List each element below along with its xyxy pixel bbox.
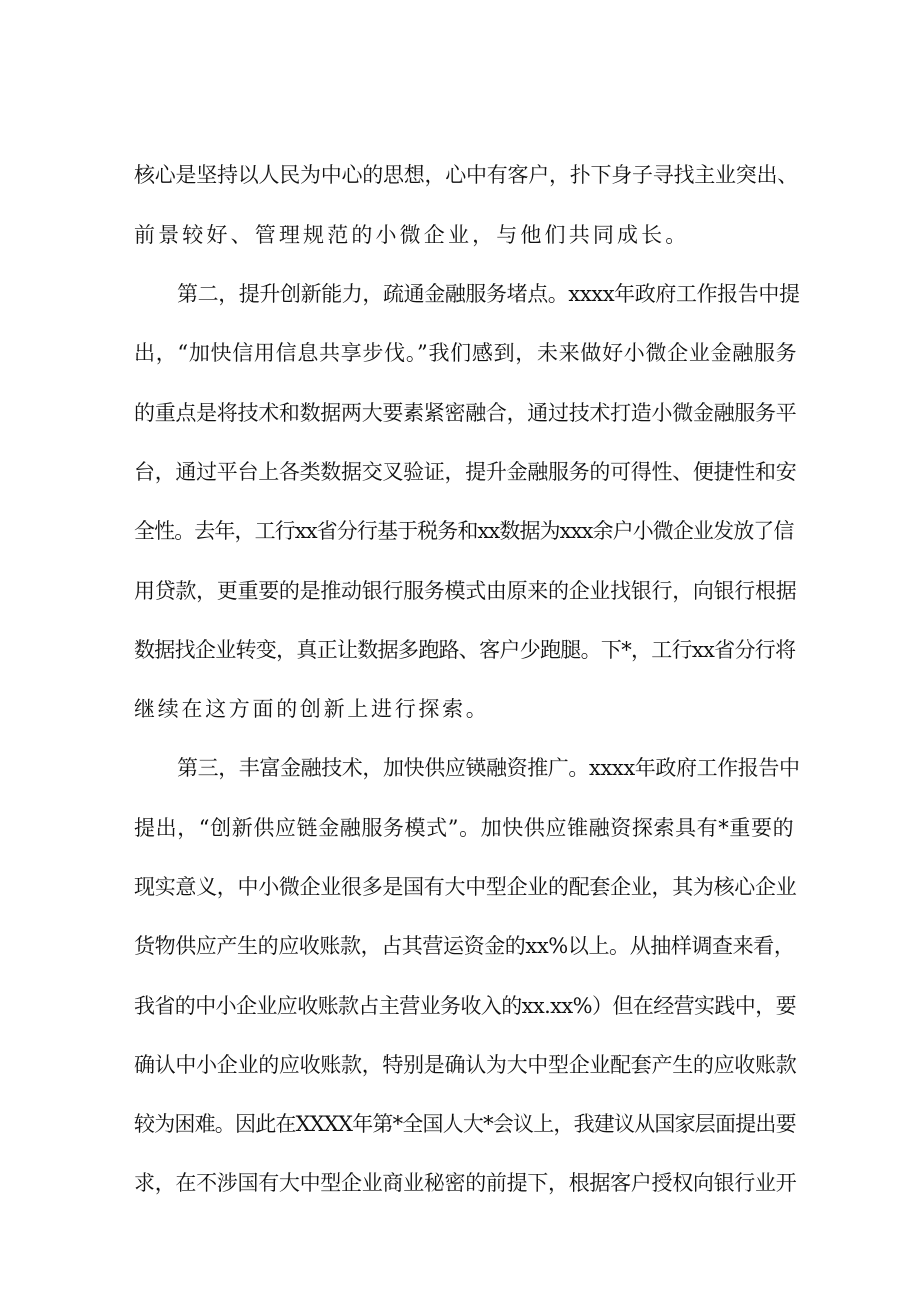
text-line: 确认中小企业的应收账款，特别是确认为大中型企业配套产生的应收账款 [134,1053,797,1077]
text-line: 求，在不涉国有大中型企业商业秘密的前提下，根据客户授权向银行业开 [134,1171,797,1195]
text-line: 我省的中小企业应收账款占主营业务收入的xx.xx%）但在经营实践中，要 [134,994,797,1018]
text-line: 第三，丰富金融技术，加快供应锳融资推广。xxxx年政府工作报告中 [177,756,800,780]
text-line: 数据找企业转变，真正让数据多跑路、客户少跑腿。下*，工行xx省分行将 [134,638,796,662]
text-line: 现实意义，中小微企业很多是国有大中型企业的配套企业，其为核心企业 [134,875,797,899]
text-line: 较为困难。因此在XXXX年第*全国人大*会议上，我建议从国家层面提出要 [134,1112,796,1136]
text-line: 提出，“创新供应链金融服务模式”。加快供应锥融资探索具有*重要的 [134,816,795,840]
text-line: 继续在这方面的创新上进行探索。 [134,697,490,721]
text-line: 全性。去年，工行xx省分行基于税务和xx数据为xxx余户小微企业发放了信 [134,519,794,543]
text-line: 出，“加快信用信息共享步伐。”我们感到，未来做好小微企业金融服务 [134,341,798,365]
text-line: 第二，提升创新能力，疏通金融服务堵点。xxxx年政府工作报告中提 [177,282,800,306]
text-line: 台，通过平台上各类数据交叉验证，提升金融服务的可得性、便捷性和安 [134,460,797,484]
text-line: 核心是坚持以人民为中心的思想，心中有客户，扑下身子寻找主业突出、 [134,163,798,187]
text-line: 货物供应产生的应收账款，占其营运资金的xx%以上。从抽样调查来看， [134,934,795,958]
text-line: 的重点是将技术和数据两大要素紧密融合，通过技术打造小微金融服务平 [134,401,797,425]
text-line: 前景较好、管理规范的小微企业，与他们共同成长。 [134,223,690,247]
text-line: 用贷款，更重要的是推动银行服务模式由原来的企业找银行，向银行根据 [134,579,797,603]
